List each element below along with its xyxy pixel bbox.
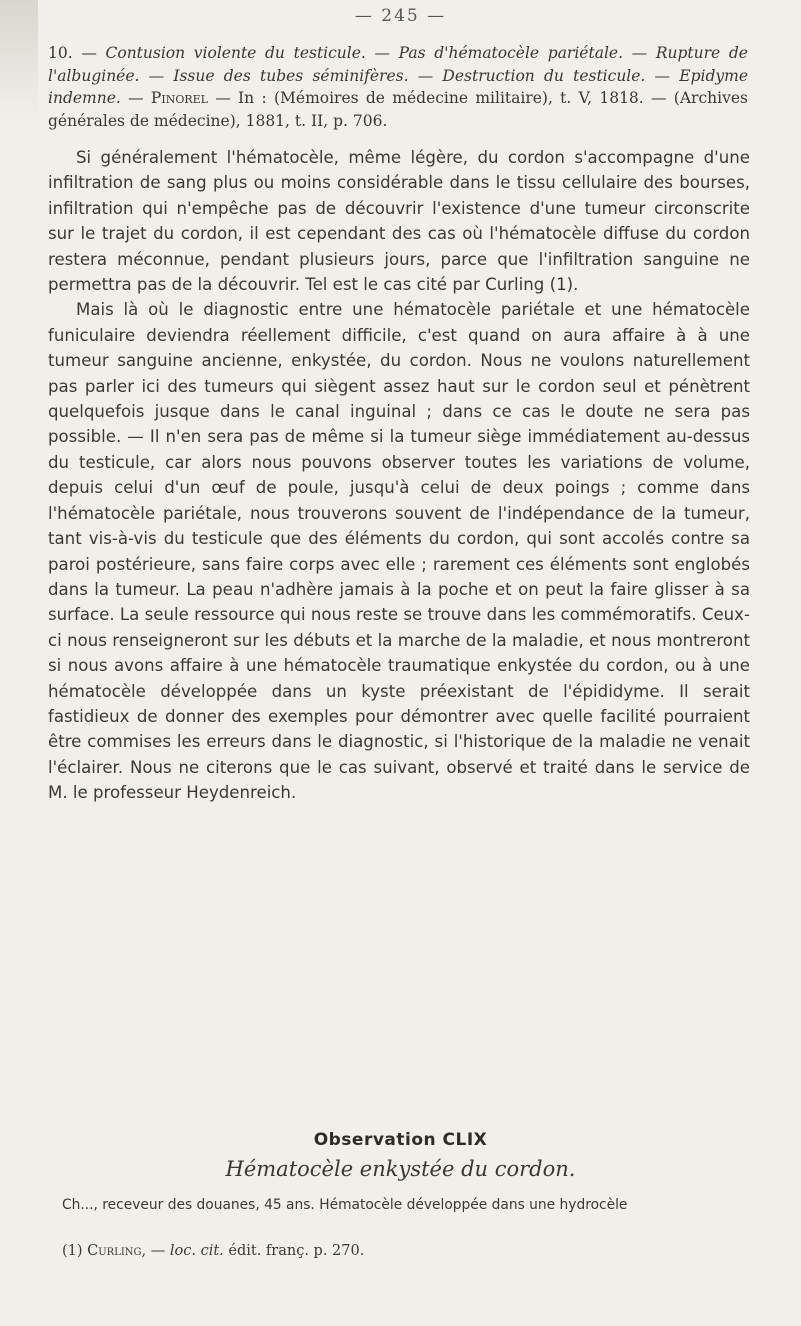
entry-dash-2: — (128, 89, 144, 107)
observation-title: Observation CLIX (313, 1130, 488, 1150)
paragraph-2: Mais là où le diagnostic entre une hématocèle pariétale et une hématocèle funiculaire deviendra réellement difficile, c'est quand on aura affaire à à une tumeur sanguine ancienne, enkystée, du cordon. Nous ne voulons naturellement pas parler ici des tumeurs qui siègent assez haut sur le cordon seul et pénètrent quelquefois jusque dans le canal inguinal ; dans ce cas le doute ne sera pas possible. — Il n'en sera pas de même si la tumeur siège immédiatement au-dessus du testicule, car alors nous pouvons observer toutes les variations de volume, depuis celui d'un œuf de poule, jusqu'à celui de deux poings ; comme dans l'hématocèle pariétale, nous trouverons souvent de l'indépendance de la tumeur, tant vis-à-vis du testicule que des éléments du cordon, qui sont accolés contre sa paroi postérieure, sans faire corps avec elle ; rarement ces éléments sont englobés dans la tumeur. La peau n'adhère jamais à la poche et on peut la faire glisser à sa surface. La seule ressource qui nous reste se trouve dans les commémoratifs. Ceux-ci nous renseigneront sur les débuts et la marche de la maladie, et nous montreront si nous avons affaire à une hématocèle traumatique enkystée du cordon, ou à une hématocèle développée dans un kyste préexistant de l'épididyme. Il serait fastidieux de donner des exemples pour démontrer avec quelle facilité pourraient être commises les erreurs dans le diagnostic, si l'historique de la maladie ne venait l'éclairer. Nous ne citerons que le cas suivant, observé et traité dans le service de M. le professeur Heydenreich. (48, 300, 750, 803)
entry-author: Pinorel (150, 89, 208, 107)
observation-subtitle: Hématocèle enkystée du cordon. (225, 1157, 576, 1181)
footnote-rest: édit. franç. p. 270. (228, 1243, 365, 1259)
page-number: — 245 — (354, 6, 447, 26)
main-text (48, 145, 750, 806)
footnote (62, 1243, 752, 1259)
entry-dash: — (81, 44, 97, 62)
footnote-author: Curling, (87, 1243, 147, 1259)
entry-number: 10. (48, 44, 73, 62)
footnote-dash: — (150, 1243, 166, 1259)
paragraph-1: Si généralement l'hématocèle, même légère, du cordon s'accompagne d'une infiltration de sang plus ou moins considérable dans le tissu cellulaire des bourses, infiltration qui n'empêche pas de découvrir l'existence d'une tumeur circonscrite sur le trajet du cordon, il est cependant des cas où l'hématocèle diffuse du cordon restera méconnue, pendant plusieurs jours, parce que l'infiltration sanguine ne permettra pas de la découvrir. Tel est le cas cité par Curling (1). (48, 148, 750, 295)
observation-case-line: Ch..., receveur des douanes, 45 ans. Hématocèle développée dans une hydrocèle (62, 1197, 628, 1213)
footnote-mark: (1) (62, 1243, 83, 1259)
entry-title: Contusion violente du testicule. — Pas d'hématocèle pariétale. — Rupture de l'albuginée. — Issue des tubes séminifères. — Destruction du testicule. — Epidyme indemne. (48, 44, 748, 107)
reference-entry (48, 42, 748, 132)
entry-source: — In : (Mémoires de médecine militaire), t. V, 1818. — (Archives générales de médecine), 1881, t. II, p. 706. (48, 89, 748, 130)
footnote-ref: loc. cit. (169, 1243, 224, 1259)
